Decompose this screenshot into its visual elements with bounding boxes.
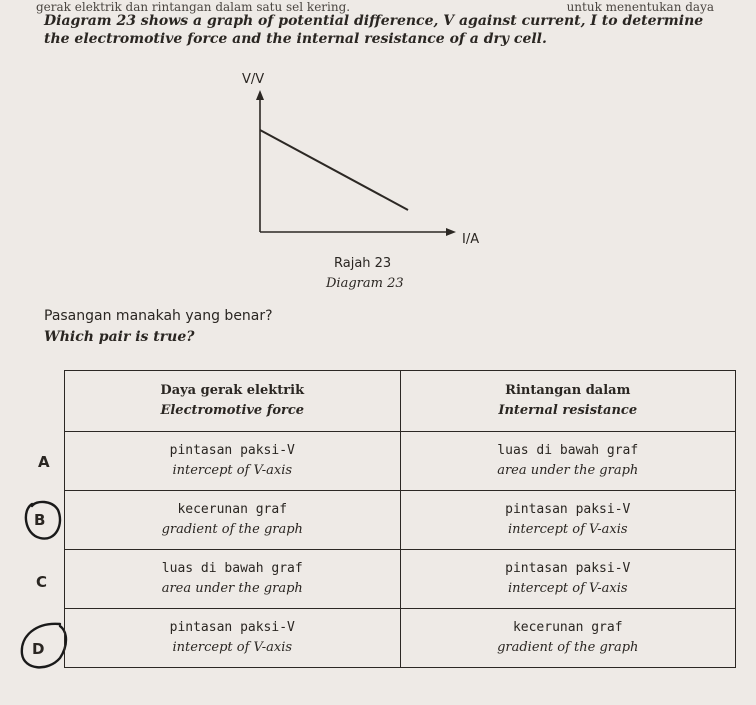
header-internal-resistance — [400, 371, 736, 432]
question-en: Which pair is true? — [44, 329, 195, 345]
cell-en: area under the graph — [497, 463, 639, 478]
cell-en: intercept of V-axis — [172, 640, 293, 655]
cell-en: intercept of V-axis — [507, 522, 628, 537]
header-emf — [65, 371, 401, 432]
graph-line — [260, 130, 408, 210]
options-table — [64, 370, 736, 668]
question-statement: Diagram 23 shows a graph of potential difference, V against current, I to determine the electromotive force and the internal resistance of a dry cell. — [44, 13, 704, 47]
option-label-b[interactable]: B — [34, 511, 46, 529]
cell-c-ir — [400, 550, 736, 609]
cell-en: intercept of V-axis — [507, 581, 628, 596]
x-axis-arrow — [446, 228, 456, 236]
diagram-caption-ms: Rajah 23 — [334, 256, 392, 271]
cell-d-emf — [65, 609, 401, 668]
y-axis-arrow — [256, 90, 264, 100]
cell-d-ir — [400, 609, 736, 668]
option-label-c[interactable]: C — [36, 573, 48, 591]
handwritten-circle-b — [18, 498, 70, 544]
option-label-a[interactable]: A — [38, 453, 50, 471]
y-axis-label: V/V — [242, 72, 265, 87]
graph-diagram — [236, 66, 506, 252]
option-row-a[interactable] — [65, 432, 736, 491]
option-row-c[interactable] — [65, 550, 736, 609]
cell-ms: kecerunan graf — [177, 502, 288, 517]
cell-ms: pintasan paksi-V — [505, 502, 631, 517]
header-emf-ms: Daya gerak elektrik — [160, 383, 305, 398]
cell-b-ir — [400, 491, 736, 550]
cell-a-emf — [65, 432, 401, 491]
top-left-text: gerak elektrik dan rintangan dalam satu sel kering. — [36, 0, 351, 14]
option-row-b[interactable] — [65, 491, 736, 550]
option-row-d[interactable] — [65, 609, 736, 668]
option-label-d[interactable]: D — [32, 640, 45, 658]
cell-ms: kecerunan graf — [512, 620, 623, 635]
cell-en: gradient of the graph — [161, 522, 303, 537]
x-axis-label: I/A — [462, 232, 480, 247]
header-emf-en: Electromotive force — [160, 403, 305, 418]
cell-en: area under the graph — [161, 581, 303, 596]
cell-en: intercept of V-axis — [172, 463, 293, 478]
cell-en: gradient of the graph — [497, 640, 639, 655]
cell-ms: pintasan paksi-V — [169, 443, 295, 458]
question-ms: Pasangan manakah yang benar? — [44, 308, 273, 324]
cell-ms: luas di bawah graf — [161, 561, 303, 576]
diagram-caption-en: Diagram 23 — [326, 276, 404, 291]
cell-ms: luas di bawah graf — [497, 443, 639, 458]
header-ir-ms: Rintangan dalam — [505, 383, 631, 398]
cell-b-emf — [65, 491, 401, 550]
top-right-text: untuk menentukan daya — [566, 0, 714, 14]
cell-a-ir — [400, 432, 736, 491]
header-ir-en: Internal resistance — [498, 403, 638, 418]
table-header-row — [65, 371, 736, 432]
cell-ms: pintasan paksi-V — [505, 561, 631, 576]
cell-c-emf — [65, 550, 401, 609]
cell-ms: pintasan paksi-V — [169, 620, 295, 635]
